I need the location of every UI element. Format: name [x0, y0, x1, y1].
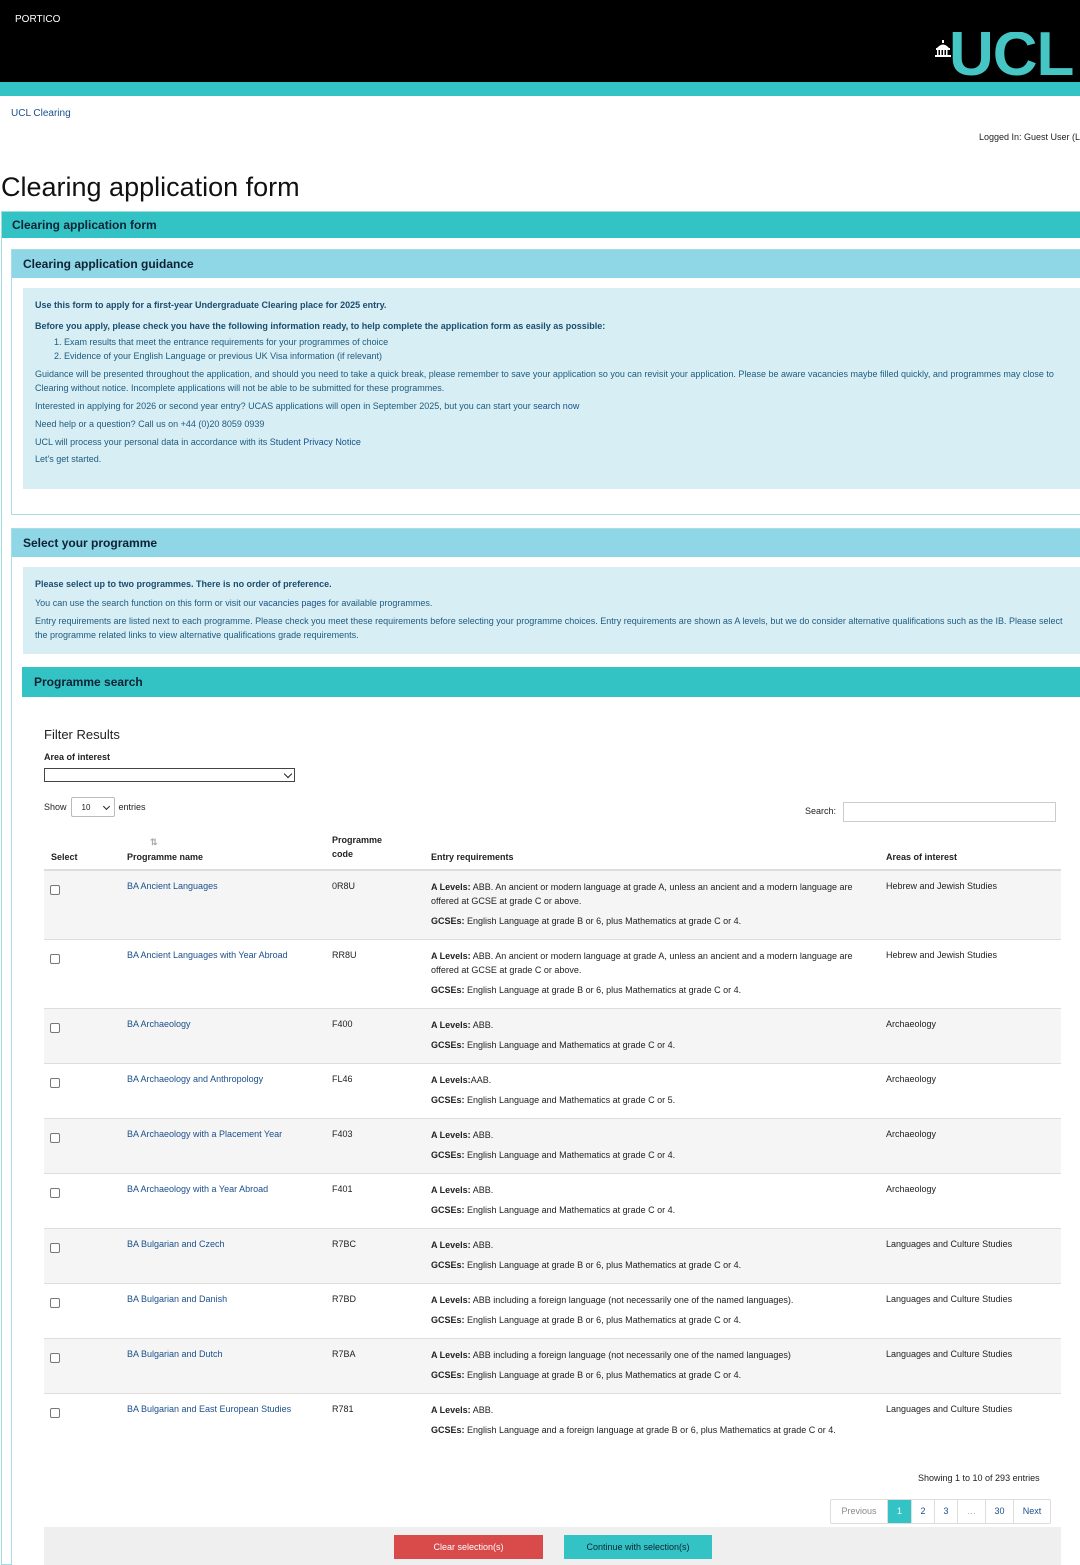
guidance-list-item: 1. Exam results that meet the entrance requirements for your programmes of choice — [64, 336, 1068, 350]
programme-code: R781 — [332, 1404, 354, 1414]
table-row — [44, 1174, 1061, 1229]
programme-code: R7BD — [332, 1294, 357, 1304]
entry-requirements: A Levels:AAB. GCSEs: English Language and Mathematics at grade C or 5. — [431, 1075, 676, 1105]
sort-icon[interactable]: ⇅ — [150, 837, 158, 847]
entry-requirements: A Levels: ABB. GCSEs: English Language and Mathematics at grade C or 4. — [431, 1130, 676, 1160]
guidance-info-box — [23, 288, 1080, 489]
guidance-list — [35, 336, 1068, 364]
programme-code: FL46 — [332, 1074, 353, 1084]
table-row — [44, 1064, 1061, 1119]
entry-requirements: A Levels: ABB including a foreign language (not necessarily one of the named languages). GCSEs: English Language at grade B or 6, plus Mathematics at grade C or 4. — [431, 1295, 794, 1325]
guidance-title: Clearing application guidance — [23, 257, 194, 271]
programme-link[interactable]: BA Archaeology with a Placement Year — [127, 1129, 283, 1139]
table-row — [44, 1229, 1061, 1284]
show-label: Show — [44, 802, 67, 812]
entry-requirements: A Levels: ABB including a foreign language (not necessarily one of the named languages) GCSEs: English Language at grade B or 6, plus Mathematics at grade C or 4. — [431, 1350, 791, 1380]
continue-selection-button[interactable]: Continue with selection(s) — [564, 1535, 712, 1559]
chevron-down-icon — [284, 770, 292, 778]
area-of-interest: Hebrew and Jewish Studies — [886, 950, 998, 960]
pagination-ellipsis: … — [958, 1500, 986, 1523]
programme-code: F400 — [332, 1019, 353, 1029]
guidance-note: Guidance will be presented throughout the application, and should you need to take a quick break, please remember to save your application so you can revisit your application. Please be aware vacancies maybe filled quickly, and programmes may close to Clearing without notice. Incomplete applications will not be able to be submitted for these programmes. — [35, 368, 1054, 393]
ucl-logo-text: UCL — [949, 32, 1074, 82]
showing-entries-info: Showing 1 to 10 of 293 entries — [918, 1473, 1040, 1483]
table-search-input[interactable] — [843, 802, 1056, 822]
select-checkbox[interactable] — [50, 1408, 60, 1418]
table-row — [44, 1339, 1061, 1394]
programme-link[interactable]: BA Archaeology and Anthropology — [127, 1074, 264, 1084]
guidance-interested: Interested in applying for 2026 or second year entry? UCAS applications will open in September 2025, but you can start your search now — [35, 400, 580, 411]
pagination-next[interactable]: Next — [1022, 1506, 1042, 1516]
pagination-page-30[interactable]: 30 — [986, 1500, 1014, 1523]
programme-code: R7BA — [332, 1349, 356, 1359]
programme-link[interactable]: BA Bulgarian and Dutch — [127, 1349, 223, 1359]
guidance-intro: Use this form to apply for a first-year Undergraduate Clearing place for 2025 entry. — [35, 300, 387, 310]
select-programme-title: Select your programme — [23, 536, 158, 550]
select-checkbox[interactable] — [50, 1078, 60, 1088]
programme-link[interactable]: BA Bulgarian and Czech — [127, 1239, 225, 1249]
area-of-interest-select[interactable] — [44, 768, 295, 782]
entry-requirements: A Levels: ABB. GCSEs: English Language and Mathematics at grade C or 4. — [431, 1185, 676, 1215]
search-now-link[interactable]: search now — [533, 400, 580, 411]
page-title: Clearing application form — [1, 172, 300, 202]
entry-requirements: A Levels: ABB. An ancient or modern language at grade A, unless an ancient and a modern language are offered at GCSE at grade C or above. GCSEs: English Language at grade B or 6, plus Mathematics at grade C or 4. — [431, 882, 853, 926]
clear-selection-button[interactable]: Clear selection(s) — [394, 1535, 543, 1559]
filter-results-title: Filter Results — [44, 727, 120, 742]
pagination-previous[interactable]: Previous — [831, 1500, 888, 1523]
guidance-before: Before you apply, please check you have the following information ready, to help complete the application form as easily as possible: — [35, 320, 606, 331]
programme-code: R7BC — [332, 1239, 357, 1249]
logged-in-status: Logged In: Guest User (L — [978, 132, 1080, 142]
programme-table-header — [44, 830, 1061, 871]
select-programme-info-box — [23, 567, 1080, 654]
area-of-interest-label: Area of interest — [44, 752, 111, 762]
entries-per-page-select[interactable] — [71, 797, 115, 817]
programme-link[interactable]: BA Archaeology with a Year Abroad — [127, 1184, 269, 1194]
area-of-interest: Archaeology — [886, 1074, 937, 1084]
table-row — [44, 1009, 1061, 1064]
select-checkbox[interactable] — [50, 1353, 60, 1363]
programme-link[interactable]: BA Archaeology — [127, 1019, 191, 1029]
table-search-label: Search: — [805, 806, 837, 816]
area-of-interest: Languages and Culture Studies — [886, 1404, 1013, 1414]
programme-code: 0R8U — [332, 881, 356, 891]
breadcrumb-ucl-clearing[interactable]: UCL Clearing — [11, 108, 71, 119]
vacancies-pages-link[interactable]: vacancies pages — [258, 597, 326, 608]
select-checkbox[interactable] — [50, 1298, 60, 1308]
select-checkbox[interactable] — [50, 1023, 60, 1033]
programme-code: F403 — [332, 1129, 353, 1139]
entry-requirements: A Levels: ABB. An ancient or modern language at grade A, unless an ancient and a modern language are offered at GCSE at grade C or above. GCSEs: English Language at grade B or 6, plus Mathematics at grade C or 4. — [431, 951, 853, 995]
select-checkbox[interactable] — [50, 1243, 60, 1253]
selection-action-bar — [44, 1527, 1061, 1565]
select-checkbox[interactable] — [50, 885, 60, 895]
pagination — [830, 1499, 1051, 1524]
area-of-interest: Languages and Culture Studies — [886, 1239, 1013, 1249]
entry-requirements: A Levels: ABB. GCSEs: English Language and a foreign language at grade B or 6, plus Mathematics at grade C or 4. — [431, 1405, 836, 1435]
programme-link[interactable]: BA Ancient Languages with Year Abroad — [127, 950, 288, 960]
entries-per-page-value: 10 — [81, 803, 91, 812]
guidance-started: Let's get started. — [35, 454, 102, 465]
select-checkbox[interactable] — [50, 954, 60, 964]
top-bar — [0, 0, 1080, 82]
entry-requirements: A Levels: ABB. GCSEs: English Language at grade B or 6, plus Mathematics at grade C or 4. — [431, 1240, 742, 1270]
column-programme-code[interactable]: Programme code — [332, 835, 383, 860]
area-of-interest: Languages and Culture Studies — [886, 1294, 1013, 1304]
programme-search-header: Programme search — [22, 667, 1080, 697]
select-up-to-two: Please select up to two programmes. There is no order of preference. — [35, 579, 332, 589]
table-row — [44, 1119, 1061, 1174]
area-of-interest: Archaeology — [886, 1184, 937, 1194]
column-areas-of-interest[interactable]: Areas of interest — [886, 852, 958, 862]
ucl-logo[interactable] — [930, 32, 1080, 82]
programme-code: RR8U — [332, 950, 357, 960]
pagination-page-2[interactable]: 2 — [912, 1500, 935, 1523]
header-strip — [0, 82, 1080, 96]
search-vacancies-text: You can use the search function on this form or visit our vacancies pages for available programmes. — [35, 597, 433, 608]
guidance-help: Need help or a question? Call us on +44 (0)20 8059 0939 — [35, 418, 265, 429]
guidance-accordion-toggle[interactable] — [12, 250, 1080, 278]
pagination-page-3[interactable]: 3 — [935, 1500, 958, 1523]
area-of-interest: Archaeology — [886, 1129, 937, 1139]
programme-code: F401 — [332, 1184, 353, 1194]
portico-label[interactable]: PORTICO — [15, 14, 61, 25]
table-row — [44, 1394, 1061, 1456]
column-entry-requirements[interactable]: Entry requirements — [431, 852, 514, 862]
pagination-page-1[interactable]: 1 — [888, 1500, 912, 1523]
programme-link[interactable]: BA Bulgarian and Danish — [127, 1294, 228, 1304]
table-row — [44, 940, 1061, 1009]
privacy-notice-link[interactable]: Student Privacy Notice — [269, 436, 361, 447]
show-entries-control — [44, 797, 146, 817]
table-row — [44, 1284, 1061, 1339]
select-checkbox[interactable] — [50, 1188, 60, 1198]
main-panel-header: Clearing application form — [2, 212, 1080, 238]
programme-link[interactable]: BA Bulgarian and East European Studies — [127, 1404, 292, 1414]
programme-table-body — [44, 871, 1061, 1456]
table-row — [44, 871, 1061, 940]
entries-label: entries — [118, 802, 146, 812]
column-programme-name[interactable]: Programme name — [127, 852, 204, 862]
guidance-privacy: UCL will process your personal data in accordance with its Student Privacy Notice — [35, 436, 361, 447]
area-of-interest: Archaeology — [886, 1019, 937, 1029]
guidance-list-item: 2. Evidence of your English Language or previous UK Visa information (if relevant) — [64, 350, 1068, 364]
entry-requirements-note: Entry requirements are listed next to each programme. Please check you meet these requirements before selecting your programme choices. Entry requirements are shown as A levels, but we do consider alternative qualifications such as the IB. Please select the programme related links to view alternative qualifications grade requirements. — [35, 615, 1063, 640]
select-checkbox[interactable] — [50, 1133, 60, 1143]
chevron-down-icon — [102, 803, 109, 810]
select-programme-accordion-toggle[interactable] — [12, 529, 1080, 557]
area-of-interest: Hebrew and Jewish Studies — [886, 881, 998, 891]
programme-link[interactable]: BA Ancient Languages — [127, 881, 218, 891]
column-select[interactable]: Select — [51, 852, 78, 862]
entry-requirements: A Levels: ABB. GCSEs: English Language and Mathematics at grade C or 4. — [431, 1020, 676, 1050]
area-of-interest: Languages and Culture Studies — [886, 1349, 1013, 1359]
